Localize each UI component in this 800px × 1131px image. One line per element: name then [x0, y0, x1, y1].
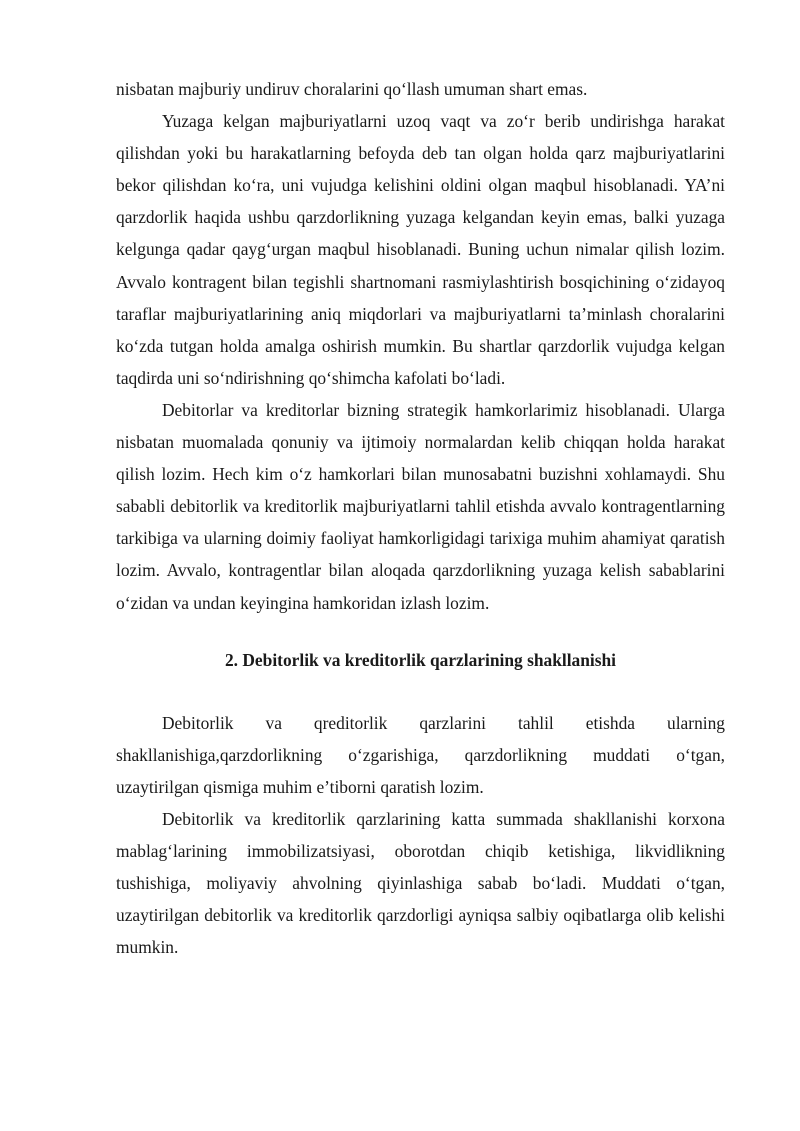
- paragraph-analysis-focus: Debitorlik va qreditorlik qarzlarini tahlil etishda ularning shakllanishiga,qarzdorlikning o‘zgarishiga, qarzdorlikning muddati o‘tgan, uzaytirilgan qismiga muhim e’tiborni qaratish lozim.: [116, 712, 725, 797]
- paragraph-debt-prevention: Yuzaga kelgan majburiyatlarni uzoq vaqt va zo‘r berib undirishga harakat qilishdan yoki bu harakatlarning befoyda deb tan olgan holda qarz majburiyatlarini bekor qilishdan ko‘ra, uni vujudga kelishini oldini olgan maqbul hisoblanadi. YA’ni qarzdorlik haqida ushbu qarzdorlikning yuzaga kelgandan keyin emas, balki yuzaga kelgunga qadar qayg‘urgan maqbul hisoblanadi. Buning uchun nimalar qilish lozim. Avvalo kontragent bilan tegishli shartnomani rasmiylashtirish bosqichining o‘zidayoq taraflar majburiyatlarining aniq miqdorlari va majburiyatlarni ta’minlash choralarini ko‘zda tutgan holda amalga oshirish mumkin. Bu shartlar qarzdorlik vujudga kelgan taqdirda uni so‘ndirishning qo‘shimcha kafolati bo‘ladi.: [116, 111, 725, 388]
- paragraph-consequences: Debitorlik va kreditorlik qarzlarining katta summada shakllanishi korxona mablag‘larining immobilizatsiyasi, oborotdan chiqib ketishiga, likvidlikning tushishiga, moliyaviy ahvolning qiyinlashiga sabab bo‘ladi. Muddati o‘tgan, uzaytirilgan debitorlik va kreditorlik qarzdorligi ayniqsa salbiy oqibatlarga olib kelishi mumkin.: [116, 808, 725, 958]
- section-heading: 2. Debitorlik va kreditorlik qarzlarining shakllanishi: [224, 649, 617, 670]
- document-page: [116, 73, 725, 963]
- paragraph-strategic-partners: Debitorlar va kreditorlar bizning strategik hamkorlarimiz hisoblanadi. Ularga nisbatan muomalada qonuniy va ijtimoiy normalardan kelib chiqqan holda harakat qilish lozim. Hech kim o‘z hamkorlari bilan munosabatni buzishni xohlamaydi. Shu sababli debitorlik va kreditorlik majburiyatlarni tahlil etishda avvalo kontragentlarning tarkibiga va ularning doimiy faoliyat hamkorligidagi tarixiga muhim ahamiyat qaratish lozim. Avvalo, kontragentlar bilan aloqada qarzdorlikning yuzaga kelish sabablarini o‘zidan va undan keyingina hamkoridan izlash lozim.: [116, 399, 725, 613]
- section-heading-wrap: [116, 644, 725, 676]
- paragraph-continuation: nisbatan majburiy undiruv choralarini qo‘llash umuman shart emas.: [116, 79, 588, 99]
